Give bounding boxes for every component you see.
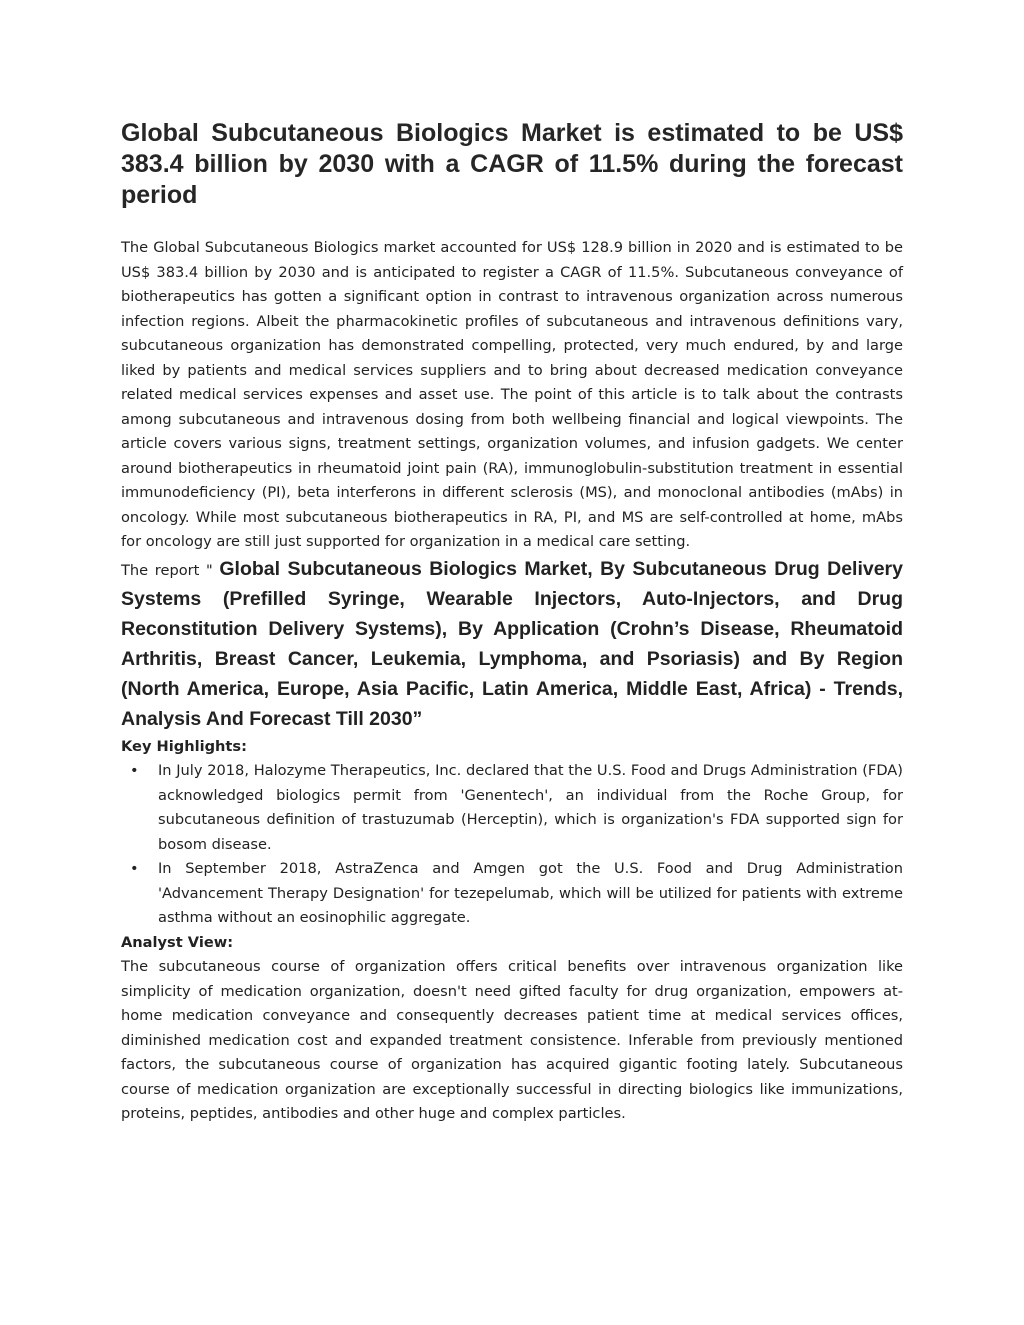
- list-item: [121, 759, 903, 857]
- intro-paragraph: The Global Subcutaneous Biologics market accounted for US$ 128.9 billion in 2020 and is estimated to be US$ 383.4 billion by 2030 and is anticipated to register a CAGR of 11.5%. Subcutaneous conveyance of biotherapeutics has gotten a significant option in contrast to intravenous organization across numerous infection regions. Albeit the pharmacokinetic profiles of subcutaneous and intravenous definitions vary, subcutaneous organization has demonstrated compelling, protected, very much endured, by and large liked by patients and medical services suppliers and to bring about decreased medication conveyance related medical services expenses and asset use. The point of this article is to talk about the contrasts among subcutaneous and intravenous dosing from both wellbeing financial and logical viewpoints. The article covers various signs, treatment settings, organization volumes, and infusion gadgets. We center around biotherapeutics in rheumatoid joint pain (RA), immunoglobulin-substitution treatment in essential immunodeficiency (PI), beta interferons in different sclerosis (MS), and monoclonal antibodies (mAbs) in oncology. While most subcutaneous biotherapeutics in RA, PI, and MS are self-controlled at home, mAbs for oncology are still just supported for organization in a medical care setting.: [121, 239, 903, 550]
- list-item: [121, 857, 903, 931]
- document-page: [121, 118, 903, 1127]
- document-title: Global Subcutaneous Biologics Market is estimated to be US$ 383.4 billion by 2030 with a CAGR of 11.5% during the forecast period: [121, 119, 903, 209]
- report-paragraph: [121, 555, 903, 735]
- analyst-view-paragraph: The subcutaneous course of organization offers critical benefits over intravenous organization like simplicity of medication organization, doesn't need gifted faculty for drug organization, empowers at-home medication conveyance and consequently decreases patient time at medical services offices, diminished medication cost and expanded treatment consistence. Inferable from previously mentioned factors, the subcutaneous course of organization has acquired gigantic footing lately. Subcutaneous course of medication organization are exceptionally successful in directing biologics like immunizations, proteins, peptides, antibodies and other huge and complex particles.: [121, 958, 903, 1122]
- bullet-icon: •: [130, 860, 139, 877]
- bullet-icon: •: [130, 762, 139, 779]
- analyst-view-heading: Analyst View:: [121, 933, 234, 951]
- key-highlights-heading: Key Highlights:: [121, 737, 247, 755]
- highlight-text: In July 2018, Halozyme Therapeutics, Inc. declared that the U.S. Food and Drugs Administration (FDA) acknowledged biologics permit from 'Genentech', an individual from the Roche Group, for subcutaneous definition of trastuzumab (Herceptin), which is organization's FDA supported sign for bosom disease.: [158, 762, 903, 853]
- report-title: Global Subcutaneous Biologics Market, By Subcutaneous Drug Delivery Systems (Prefilled Syringe, Wearable Injectors, Auto-Injectors, and Drug Reconstitution Delivery Systems), By Application (Crohn’s Disease, Rheumatoid Arthritis, Breast Cancer, Leukemia, Lymphoma, and Psoriasis) and By Region (North America, Europe, Asia Pacific, Latin America, Middle East, Africa) - Trends, Analysis And Forecast Till 2030”: [121, 557, 903, 730]
- highlight-text: In September 2018, AstraZenca and Amgen got the U.S. Food and Drug Administration 'Advancement Therapy Designation' for tezepelumab, which will be utilized for patients with extreme asthma without an eosinophilic aggregate.: [158, 860, 903, 926]
- report-prefix: The report ": [121, 561, 220, 579]
- key-highlights-list: [121, 759, 903, 931]
